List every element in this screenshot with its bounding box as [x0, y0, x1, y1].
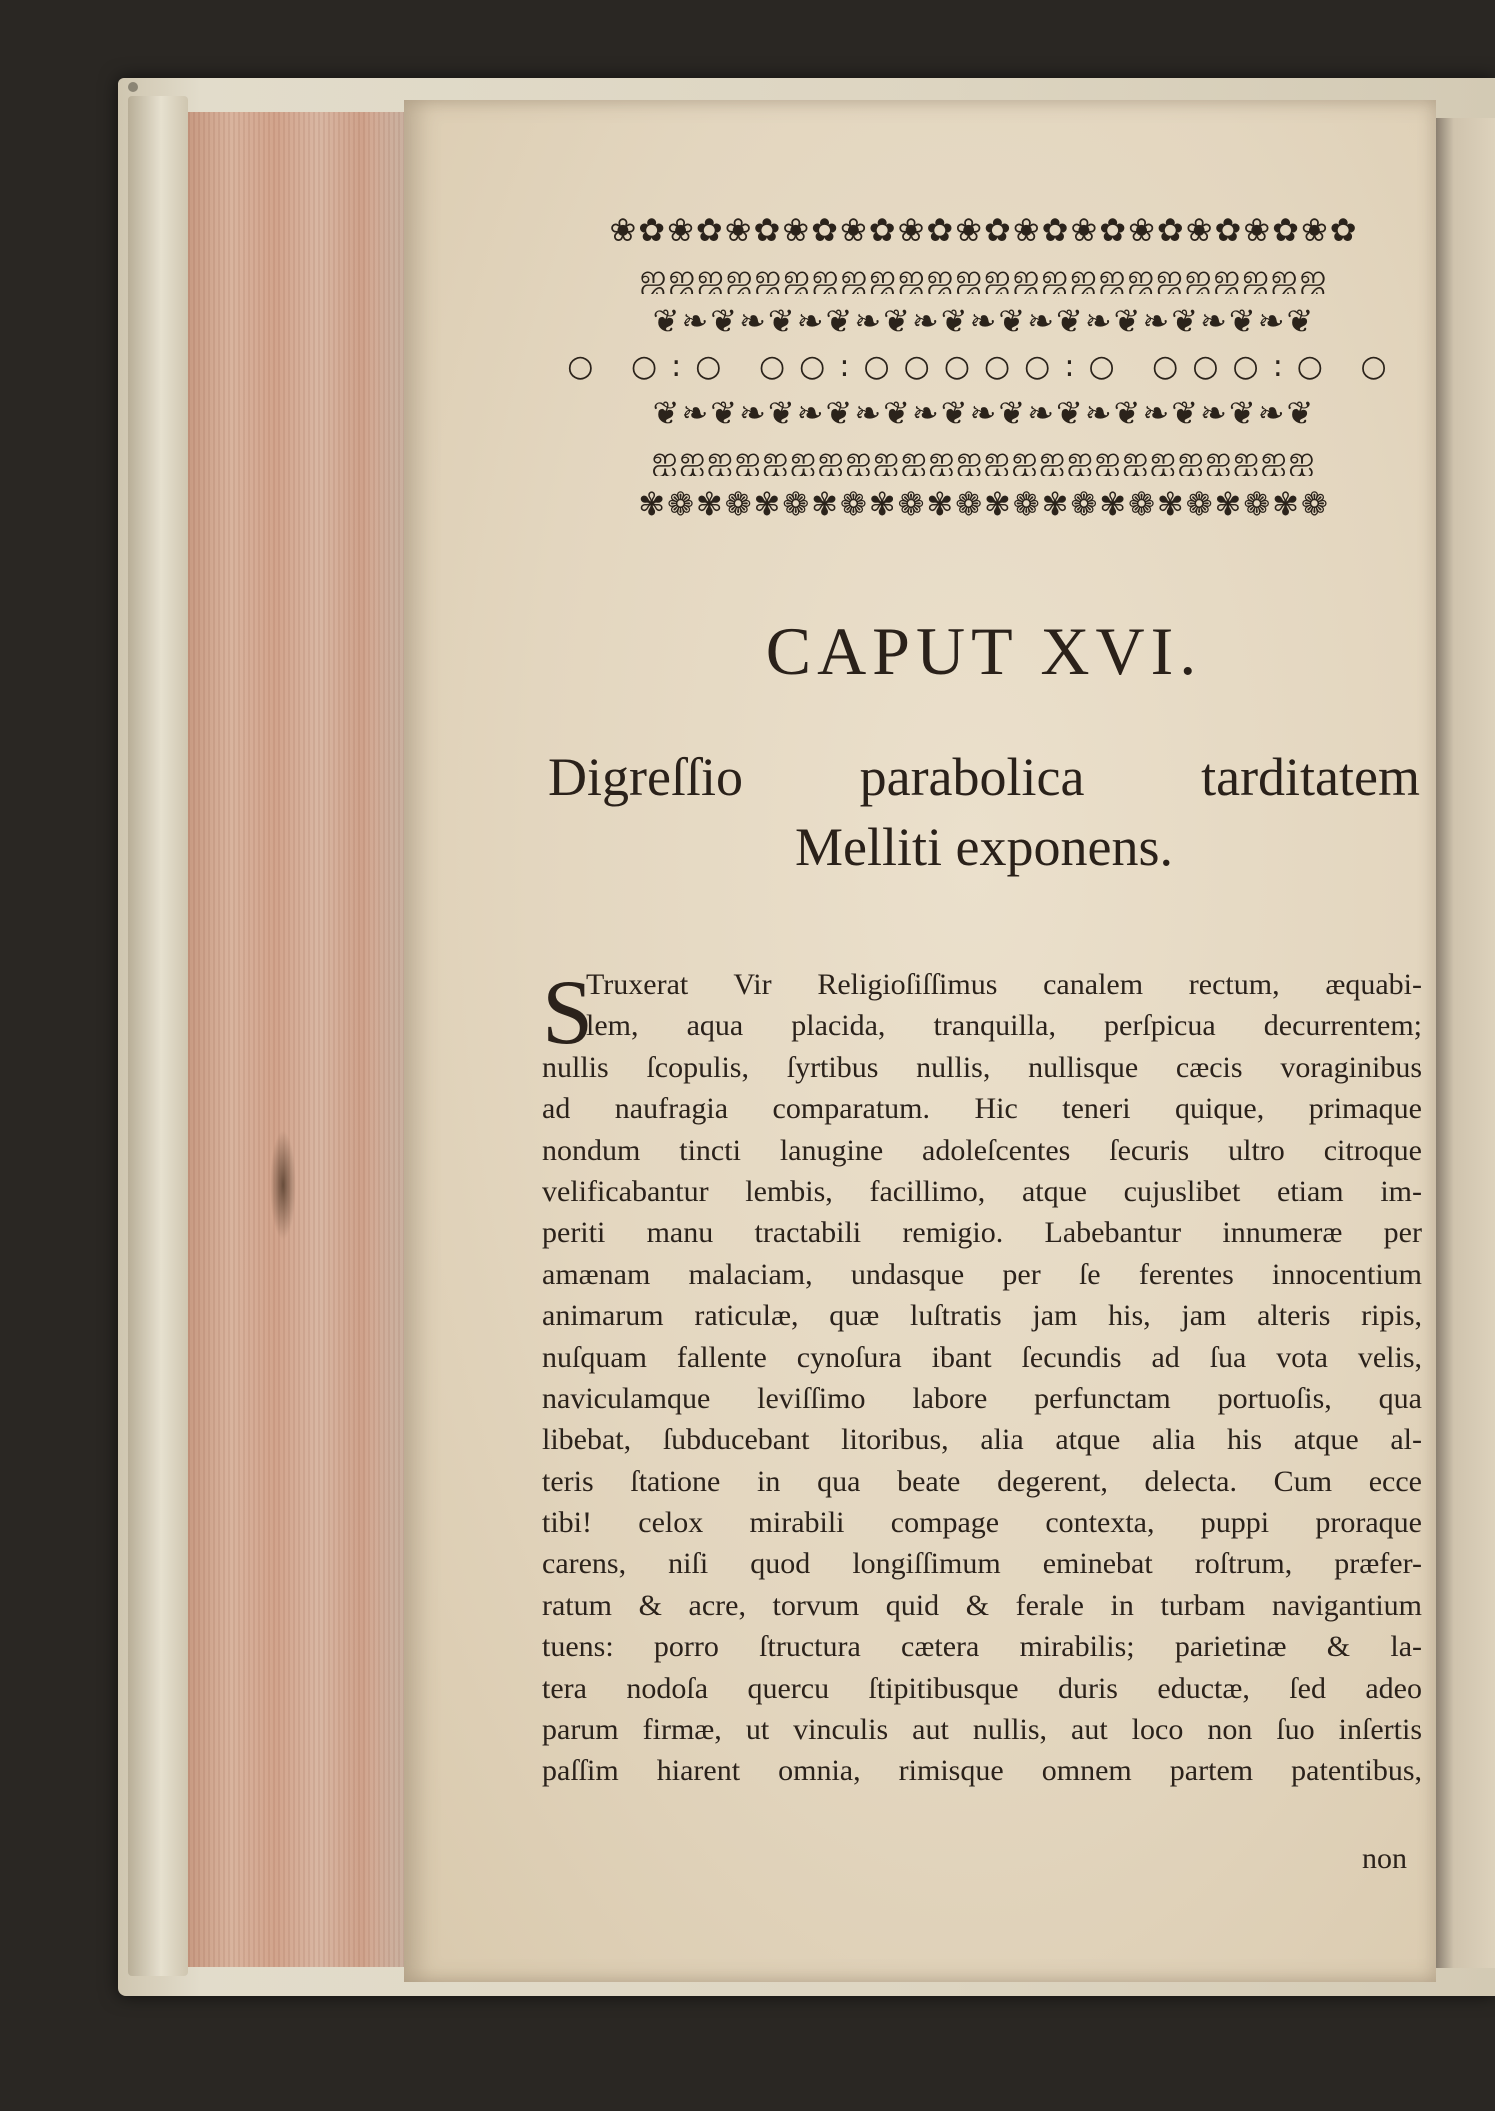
body-paragraph [542, 961, 1422, 1792]
vellum-spine [128, 96, 188, 1976]
text-line: paſſim hiarent omnia, rimisque omnem partem patentibus, [542, 1754, 1422, 1788]
facing-page-edge [1436, 118, 1495, 1968]
text-line: tera nodoſa quercu ſtipitibusque duris eductæ, ſed adeo [542, 1671, 1422, 1705]
ornament-row-scrolls: ஜஜஜஜஜஜஜஜஜஜஜஜஜஜஜஜஜஜஜஜஜஜஜஜ [639, 257, 1329, 294]
catchword: non [1362, 1842, 1407, 1875]
cover-pin [128, 82, 138, 92]
text-line: tibi! celox mirabili compage contexta, puppi proraque [542, 1506, 1422, 1540]
text-line: animarum raticulæ, quæ luſtratis jam his, jam alteris ripis, [542, 1299, 1422, 1333]
text-line: amænam malaciam, undasque per ſe ferentes innocentium [542, 1257, 1422, 1291]
text-line: Truxerat Vir Religioſiſſimus canalem rectum, æquabi- [586, 968, 1422, 1001]
text-line: parum firmæ, ut vinculis aut nullis, aut loco non ſuo inſertis [542, 1713, 1422, 1747]
text-line: naviculamque leviſſimo labore perfunctam portuoſis, qua [542, 1381, 1422, 1415]
chapter-heading: CAPUT XVI. [765, 613, 1203, 689]
ornamental-headpiece [548, 212, 1420, 522]
drop-capital: S [542, 961, 594, 1063]
text-line: ad naufragia comparatum. Hic teneri quique, primaque [542, 1092, 1422, 1126]
ornament-row-scrolls-2: ஐஐஐஐஐஐஐஐஐஐஐஐஐஐஐஐஐஐஐஐஐஐஐஐ [651, 440, 1317, 477]
ornament-row-circles: ○ ○:○ ○○:○○○○○:○ ○○○:○ ○ [567, 348, 1401, 384]
text-line: lem, aqua placida, tranquilla, perſpicua decurrentem; [586, 1009, 1422, 1043]
chapter-subtitle [548, 742, 1420, 882]
text-line: tuens: porro ſtructura cætera mirabilis; parietinæ & la- [542, 1630, 1422, 1664]
ornament-row-flowers-2: ✾❁✾❁✾❁✾❁✾❁✾❁✾❁✾❁✾❁✾❁✾❁✾❁ [638, 485, 1330, 522]
text-line: libebat, ſubducebant litoribus, alia atque alia his atque al- [542, 1423, 1422, 1457]
ornament-row-fleurons-2: ❦❧❦❧❦❧❦❧❦❧❦❧❦❧❦❧❦❧❦❧❦❧❦ [652, 394, 1316, 431]
ornament-row-fleurons: ❦❧❦❧❦❧❦❧❦❧❦❧❦❧❦❧❦❧❦❧❦❧❦ [652, 303, 1316, 340]
edge-stain [270, 1130, 296, 1240]
text-line: carens, niſi quod longiſſimum eminebat roſtrum, præfer- [542, 1547, 1422, 1581]
text-line: teris ſtatione in qua beate degerent, delecta. Cum ecce [542, 1464, 1422, 1498]
subtitle-line-2: Melliti exponens. [795, 817, 1173, 877]
text-line: ratum & acre, torvum quid & ferale in turbam navigantium [542, 1588, 1422, 1622]
text-line: nuſquam fallente cynoſura ibant ſecundis ad ſua vota velis, [542, 1340, 1422, 1374]
text-line: nullis ſcopulis, ſyrtibus nullis, nullisque cæcis voraginibus [542, 1050, 1422, 1084]
subtitle-line-1: Digreſſio parabolica tarditatem [548, 747, 1420, 807]
text-line: velificabantur lembis, facillimo, atque cujuslibet etiam im- [542, 1174, 1422, 1208]
ornament-row-flowers: ❀✿❀✿❀✿❀✿❀✿❀✿❀✿❀✿❀✿❀✿❀✿❀✿❀✿ [609, 212, 1359, 248]
text-line: periti manu tractabili remigio. Labebantur innumeræ per [542, 1216, 1422, 1250]
text-line: nondum tincti lanugine adoleſcentes ſecuris ultro citroque [542, 1133, 1422, 1167]
